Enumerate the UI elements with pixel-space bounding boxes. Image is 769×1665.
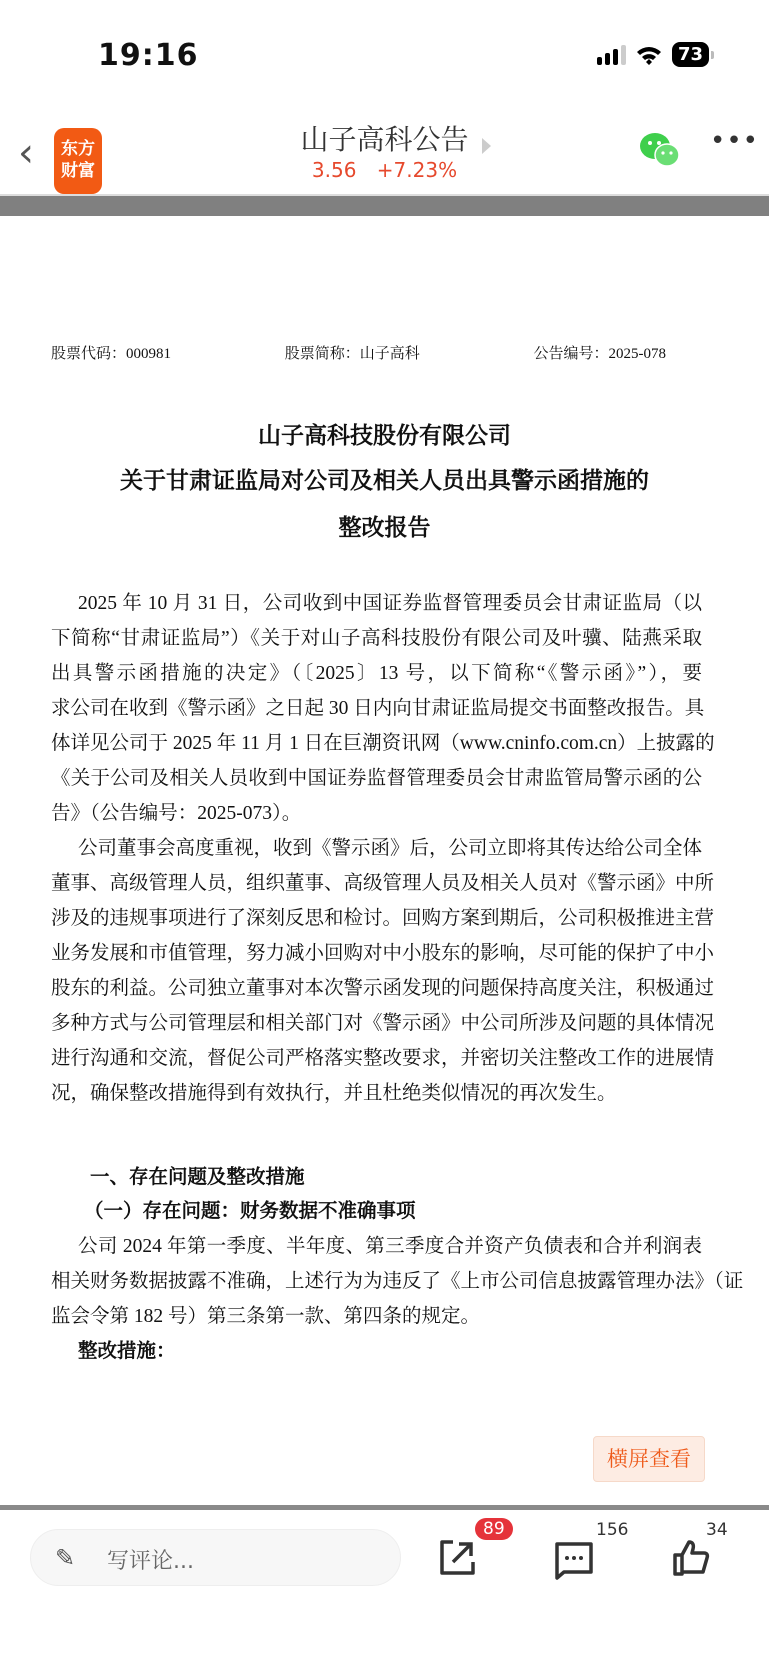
back-button[interactable]: ‹ xyxy=(18,130,34,176)
paragraph-line: 董事、高级管理人员，组织董事、高级管理人员及相关人员对《警示函》中所 xyxy=(51,873,715,894)
paragraph-line: 涉及的违规事项进行了深刻反思和检讨。回购方案到期后，公司积极推进主营 xyxy=(51,908,715,929)
change-percent: +7.23% xyxy=(376,158,458,182)
doc-meta xyxy=(51,342,666,363)
logo-text: 财富 xyxy=(61,161,95,181)
chevron-right-icon[interactable] xyxy=(482,138,491,154)
wifi-icon xyxy=(636,45,662,65)
paragraph-line: 公司董事会高度重视，收到《警示函》后，公司立即将其传达给公司全体 xyxy=(78,838,703,859)
thumbs-up-icon[interactable] xyxy=(671,1537,711,1577)
more-icon[interactable]: ••• xyxy=(710,126,760,156)
logo-text: 东方 xyxy=(61,139,95,159)
paragraph-line: 下简称“甘肃证监局”）《关于对山子高科技股份有限公司及叶骥、陆燕采取 xyxy=(51,628,702,649)
comment-count: 156 xyxy=(596,1520,629,1540)
share-icon[interactable] xyxy=(437,1537,477,1577)
section-heading: 一、存在问题及整改措施 xyxy=(90,1167,305,1188)
landscape-view-button[interactable]: 横屏查看 xyxy=(593,1436,705,1482)
paragraph-line: 《关于公司及相关人员收到中国证券监督管理委员会甘肃监管局警示函的公 xyxy=(51,768,702,789)
paragraph-line: 多种方式与公司管理层和相关部门对《警示函》中公司所涉及问题的具体情况 xyxy=(51,1013,715,1034)
price: 3.56 xyxy=(311,158,357,182)
divider xyxy=(0,194,769,216)
paragraph-line: 股东的利益。公司独立董事对本次警示函发现的问题保持高度关注，积极通过 xyxy=(51,978,715,999)
page-title[interactable]: 山子高科公告 xyxy=(300,123,469,156)
share-count-badge: 89 xyxy=(475,1518,513,1540)
paragraph-line: 进行沟通和交流，督促公司严格落实整改要求，并密切关注整改工作的进展情 xyxy=(51,1048,715,1069)
notice-number: 公告编号：2025-078 xyxy=(533,346,666,362)
paragraph-line: 体详见公司于 2025 年 11 月 1 日在巨潮资讯网（www.cninfo.com.cn）上披露的 xyxy=(51,733,715,754)
nav-bar xyxy=(0,118,769,194)
pencil-icon: ✎ xyxy=(55,1544,76,1572)
comment-input[interactable] xyxy=(30,1529,401,1586)
paragraph-line: 监会令第 182 号）第三条第一款、第四条的规定。 xyxy=(51,1306,481,1327)
subsection-heading: （一）存在问题：财务数据不准确事项 xyxy=(84,1201,416,1222)
doc-title: 山子高科技股份有限公司 xyxy=(258,423,511,448)
like-count: 34 xyxy=(706,1520,728,1540)
paragraph-line: 公司 2024 年第一季度、半年度、第三季度合并资产负债表和合并利润表 xyxy=(78,1236,702,1257)
status-icons xyxy=(597,42,709,67)
wechat-share-icon[interactable] xyxy=(638,130,682,170)
comment-icon[interactable] xyxy=(554,1540,594,1580)
signal-icon xyxy=(597,45,626,65)
paragraph-line: 业务发展和市值管理，努力减小回购对中小股东的影响，尽可能的保护了中小 xyxy=(51,943,715,964)
measures-heading: 整改措施： xyxy=(78,1341,176,1362)
doc-title: 整改报告 xyxy=(338,515,431,540)
divider xyxy=(0,1505,769,1510)
stock-name: 股票简称：山子高科 xyxy=(284,346,420,362)
status-time: 19:16 xyxy=(98,38,199,73)
paragraph-line: 相关财务数据披露不准确，上述行为为违反了《上市公司信息披露管理办法》（证 xyxy=(51,1271,744,1292)
battery-icon: 73 xyxy=(672,42,709,67)
comment-placeholder: 写评论... xyxy=(107,1549,194,1574)
stock-code: 股票代码：000981 xyxy=(51,346,172,362)
doc-title: 关于甘肃证监局对公司及相关人员出具警示函措施的 xyxy=(120,468,649,493)
paragraph-line: 出具警示函措施的决定》（〔2025〕13 号，以下简称“《警示函》”），要 xyxy=(51,663,702,684)
paragraph-line: 告》（公告编号：2025-073）。 xyxy=(51,803,302,824)
paragraph-line: 求公司在收到《警示函》之日起 30 日内向甘肃证监局提交书面整改报告。具 xyxy=(51,698,705,719)
paragraph-line: 2025 年 10 月 31 日，公司收到中国证券监督管理委员会甘肃证监局（以 xyxy=(78,593,702,614)
paragraph-line: 况，确保整改措施得到有效执行，并且杜绝类似情况的再次发生。 xyxy=(51,1083,617,1104)
